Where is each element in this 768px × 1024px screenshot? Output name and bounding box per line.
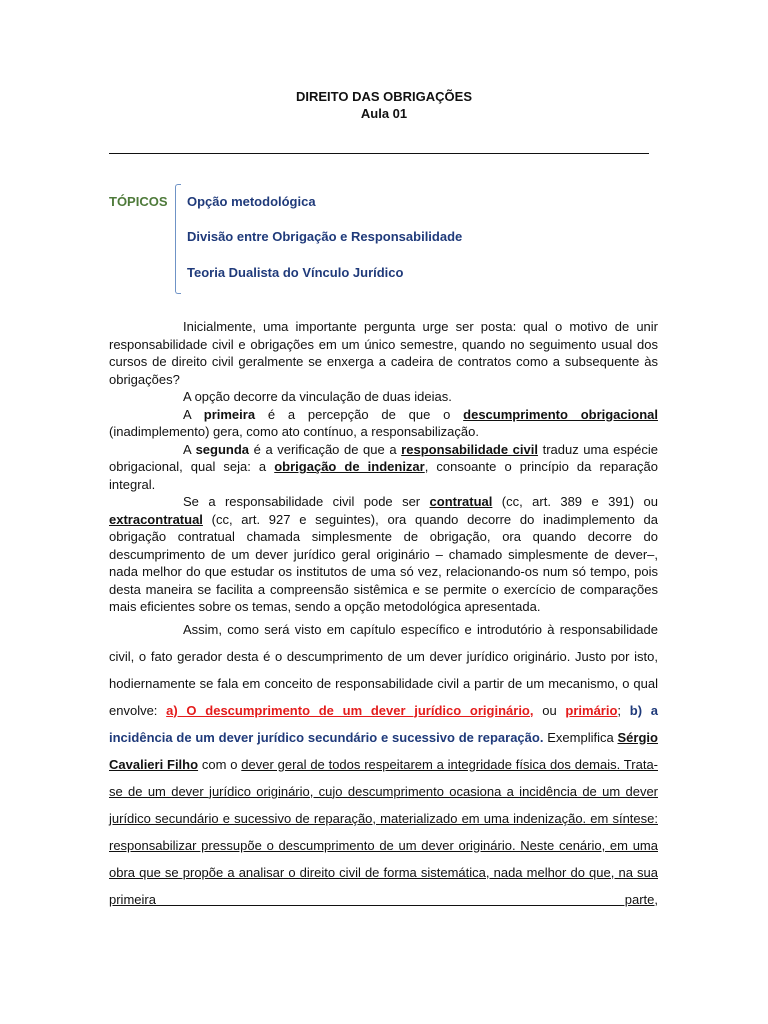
topics-bracket [175, 184, 181, 294]
header-divider [109, 153, 649, 154]
document-header [0, 88, 768, 122]
paragraph-contractual: Se a responsabilidade civil pode ser contratual (cc, art. 389 e 391) ou extracontratual (cc, art. 927 e seguintes), ora quando decorre do inadimplemento da obrigação contratual chamada simplesmente de obrigação, ora quando decorre do descumprimento de um dever jurídico geral originário – chamado simplesmente de dever–, nada melhor do que estudar os institutos de uma só vez, relacionando-os num só tempo, pois desta maneira se facilita a compreensão sistêmica e se permite o exercício de comparações mais eficientes sobre os temas, sendo a opção metodológica apresentada. [109, 494, 658, 614]
topic-item: Teoria Dualista do Vínculo Jurídico [187, 265, 404, 280]
document-subtitle: Aula 01 [360, 106, 408, 121]
paragraph-first-idea: A primeira é a percepção de que o descumprimento obrigacional (inadimplemento) gera, como ato contínuo, a responsabilização. [109, 406, 658, 439]
paragraph-intro: Inicialmente, uma importante pergunta urge ser posta: qual o motivo de unir responsabilidade civil e obrigações em um único semestre, quando no seguimento usual dos cursos de direito civil geralmente se enxerga a cadeira de contratos como a subsequente às obrigações? [109, 319, 658, 387]
topics-label: TÓPICOS [109, 194, 168, 209]
paragraph-mechanism: Assim, como será visto em capítulo específico e introdutório à responsabilidade civil, o fato gerador desta é o descumprimento de um dever jurídico originário. Justo por isto, hodiernamente se fala em conceito de responsabilidade civil a partir de um mecanismo, o qual envolve: a) O descumprimento de um dever jurídico originário, ou primário; b) a incidência de um dever jurídico secundário e sucessivo de reparação. Exemplifica Sérgio Cavalieri Filho com o dever geral de todos respeitarem a integridade física dos demais. Trata-se de um dever jurídico originário, cujo descumprimento ocasiona a incidência de um dever jurídico secundário e sucessivo de reparação, materializado em uma indenização. em síntese: responsabilizar pressupõe o descumprimento de um dever originário. Neste cenário, em uma obra que se propõe a analisar o direito civil de forma sistemática, nada melhor do que, na sua primeira parte, [109, 621, 658, 907]
document-body [109, 318, 658, 913]
paragraph-second-idea: A segunda é a verificação de que a responsabilidade civil traduz uma espécie obrigacional, qual seja: a obrigação de indenizar, consoante o princípio da reparação integral. [109, 441, 658, 492]
document-title: DIREITO DAS OBRIGAÇÕES [295, 89, 472, 104]
topic-item: Divisão entre Obrigação e Responsabilidade [187, 229, 463, 244]
paragraph-two-ideas: A opção decorre da vinculação de duas ideias. [183, 389, 452, 404]
topic-item: Opção metodológica [187, 194, 316, 209]
